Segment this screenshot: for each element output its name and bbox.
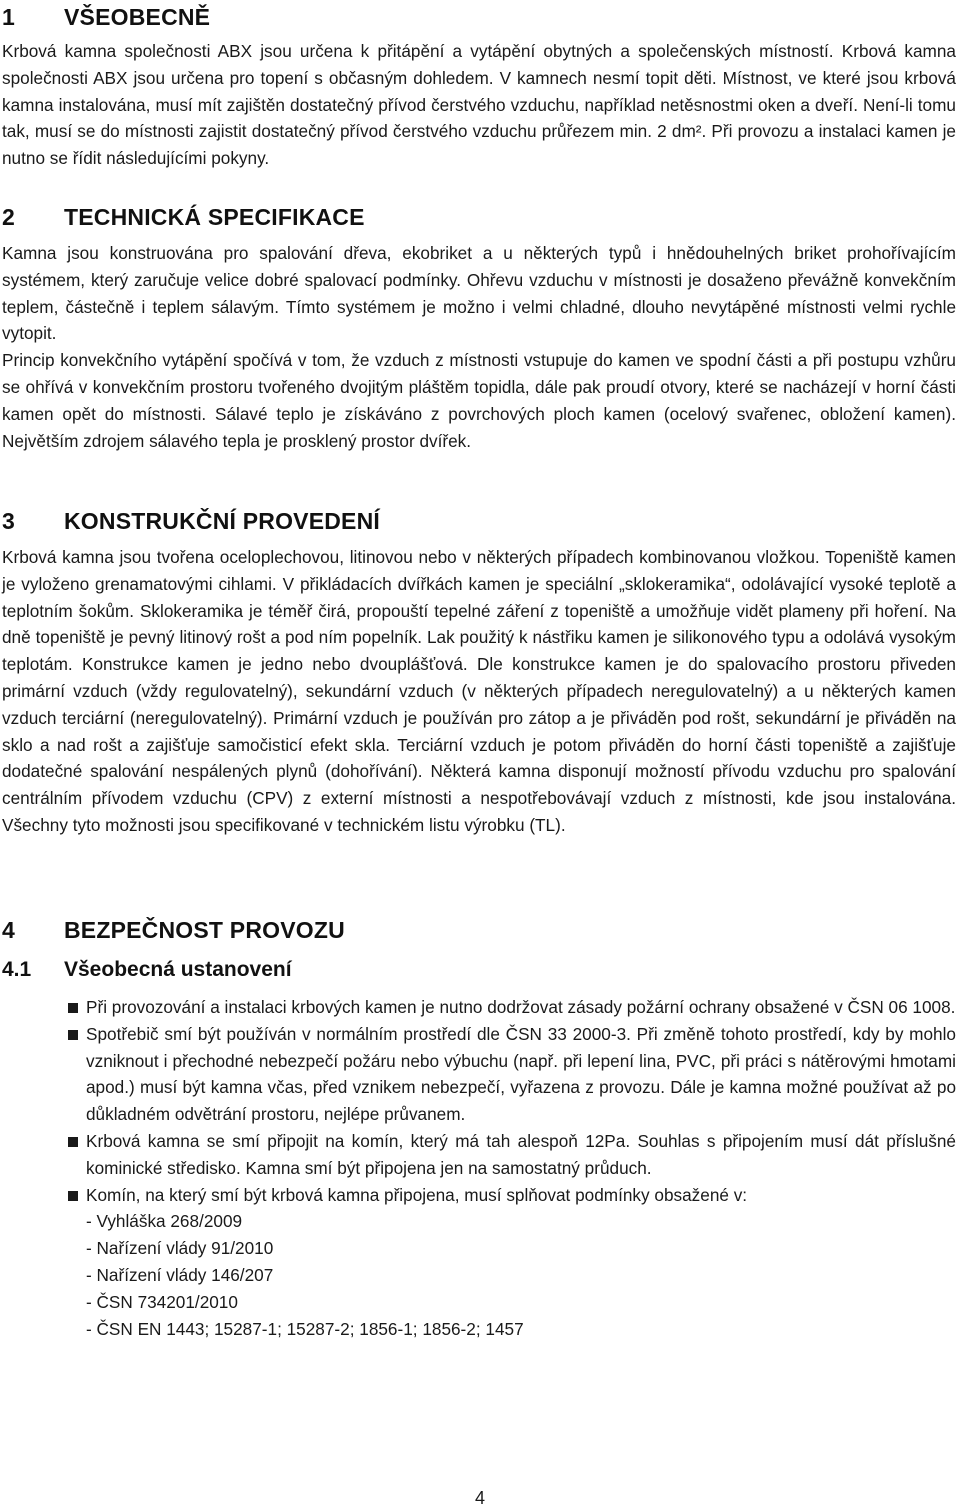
norm-item: - Nařízení vlády 91/2010 (86, 1238, 274, 1259)
subsection-number: 4.1 (2, 958, 32, 981)
section-title: TECHNICKÁ SPECIFIKACE (64, 204, 365, 230)
list-item: Spotřebič smí být používán v normálním prostředí dle ČSN 33 2000-3. Při změně tohoto prostředí, kdy by mohlo vzniknout i přechodné nebezpečí požáru nebo výbuchu (např. při lepení lina, PVC, při práci s nátěrovými hmotami apod.) musí být kamna včas, před vznikem nebezpečí, vyřazena z provozu. Dále je kamna možné používat až po důkladném odvětrání prostoru, nejlépe průvanem. (2, 1021, 956, 1128)
norm-item: - ČSN 734201/2010 (86, 1291, 238, 1312)
section-1-paragraph-1: Krbová kamna společnosti ABX jsou určena k přitápění a vytápění obytných a společenských místností. Krbová kamna společnosti ABX jsou určena pro topení s občasným dohledem. V kamnech nesmí topit děti. Místnost, ve které jsou krbová kamna instalována, musí mít zajištěn dostatečný přívod čerstvého vzduchu, například netěsnostmi oken a dveří. Není-li tomu tak, musí se do místnosti zajistit dostatečný přívod čerstvého vzduchu průřezem min. 2 dm². Při provozu a instalaci kamen je nutno se řídit následujícími pokyny. (2, 41, 956, 169)
subsection-title: Všeobecná ustanovení (64, 958, 292, 981)
section-number: 4 (2, 917, 15, 943)
section-title: BEZPEČNOST PROVOZU (64, 917, 345, 943)
norm-item: - ČSN EN 1443; 15287-1; 15287-2; 1856-1; 1856-2; 1457 (86, 1318, 524, 1339)
section-number: 2 (2, 204, 15, 230)
safety-rules-list (2, 994, 956, 1208)
norm-item: - Vyhláška 268/2009 (86, 1211, 243, 1232)
section-3-heading (2, 508, 380, 535)
section-4-heading (2, 917, 345, 944)
section-1-heading (2, 4, 210, 31)
bullet-square-icon (68, 1003, 78, 1013)
section-title: KONSTRUKČNÍ PROVEDENÍ (64, 508, 381, 534)
norm-item: - Nařízení vlády 146/207 (86, 1264, 274, 1285)
list-item: Při provozování a instalaci krbových kamen je nutno dodržovat zásady požární ochrany obsažené v ČSN 06 1008. (2, 994, 956, 1021)
list-item: Komín, na který smí být krbová kamna připojena, musí splňovat podmínky obsažené v: (2, 1182, 956, 1209)
page-number: 4 (474, 1488, 485, 1508)
section-2-heading (2, 204, 365, 231)
section-number: 1 (2, 4, 15, 30)
bullet-square-icon (68, 1137, 78, 1147)
section-3-paragraph-1: Krbová kamna jsou tvořena oceloplechovou, litinovou nebo v některých případech kombinovanou vložkou. Topeniště kamen je vyloženo grenamatovými cihlami. V přikládacích dvířkách kamen je speciální „sklokeramika“, odolávající vysoké teplotě a teplotním šokům. Sklokeramika je téměř čirá, propouští tepelné záření z topeniště a umožňuje vidět plameny při hoření. Na dně topeniště je pevný litinový rošt a pod ním popelník. Lak použitý k nástřiku kamen je silikonového typu a odolává vysokým teplotám. Konstrukce kamen je jedno nebo dvouplášťová. Dle konstrukce kamen je do spalovacího prostoru přiveden primární vzduch (vždy regulovatelný), sekundární vzduch (v některých případech neregulovatelný) a u některých kamen vzduch terciární (neregulovatelný). Primární vzduch je používán pro zátop a je přiváděn pod rošt, sekundární je přiváděn na sklo a nad rošt a zajišťuje samočisticí efekt skla. Terciární vzduch je potom přiváděn do horní části topeniště a zajišťuje dodatečné spalování nespálených plynů (dohořívání). Některá kamna disponují možností přívodu vzduchu pro spalování centrálním přívodem vzduchu (CPV) z externí místnosti a nespotřebovávají vzduch z místnosti, kde jsou instalována. Všechny tyto možnosti jsou specifikované v technickém listu výrobku (TL). (2, 547, 956, 835)
subsection-4-1-heading (2, 958, 292, 982)
norms-list (2, 1208, 956, 1342)
section-2-paragraph-2: Princip konvekčního vytápění spočívá v tom, že vzduch z místnosti vstupuje do kamen ve spodní části a při postupu vzhůru se ohřívá v konvekčním prostoru tvořeného dvojitým pláštěm topidla, dále pak proudí otvory, které se nacházejí v horní části kamen opět do místnosti. Sálavé teplo je získáváno z povrchových ploch kamen (ocelový svařenec, obložení kamen). Největším zdrojem sálavého tepla je prosklený prostor dvířek. (2, 350, 956, 451)
bullet-square-icon (68, 1030, 78, 1040)
section-title: VŠEOBECNĚ (64, 4, 211, 30)
bullet-square-icon (68, 1191, 78, 1201)
list-item: Krbová kamna se smí připojit na komín, který má tah alespoň 12Pa. Souhlas s připojením musí dát příslušné kominické středisko. Kamna smí být připojena jen na samostatný průduch. (2, 1128, 956, 1182)
section-2-paragraph-1: Kamna jsou konstruována pro spalování dřeva, ekobriket a u některých typů i hnědouhelných briket prohořívajícím systémem, který zaručuje velice dobré spalovací podmínky. Ohřevu vzduchu v místnosti je dosaženo převážně konvekčním teplem, částečně i teplem sálavým. Tímto systémem je možno i velmi chladné, dlouho nevytápěné místnosti velmi rychle vytopit. (2, 243, 956, 344)
section-number: 3 (2, 508, 15, 534)
